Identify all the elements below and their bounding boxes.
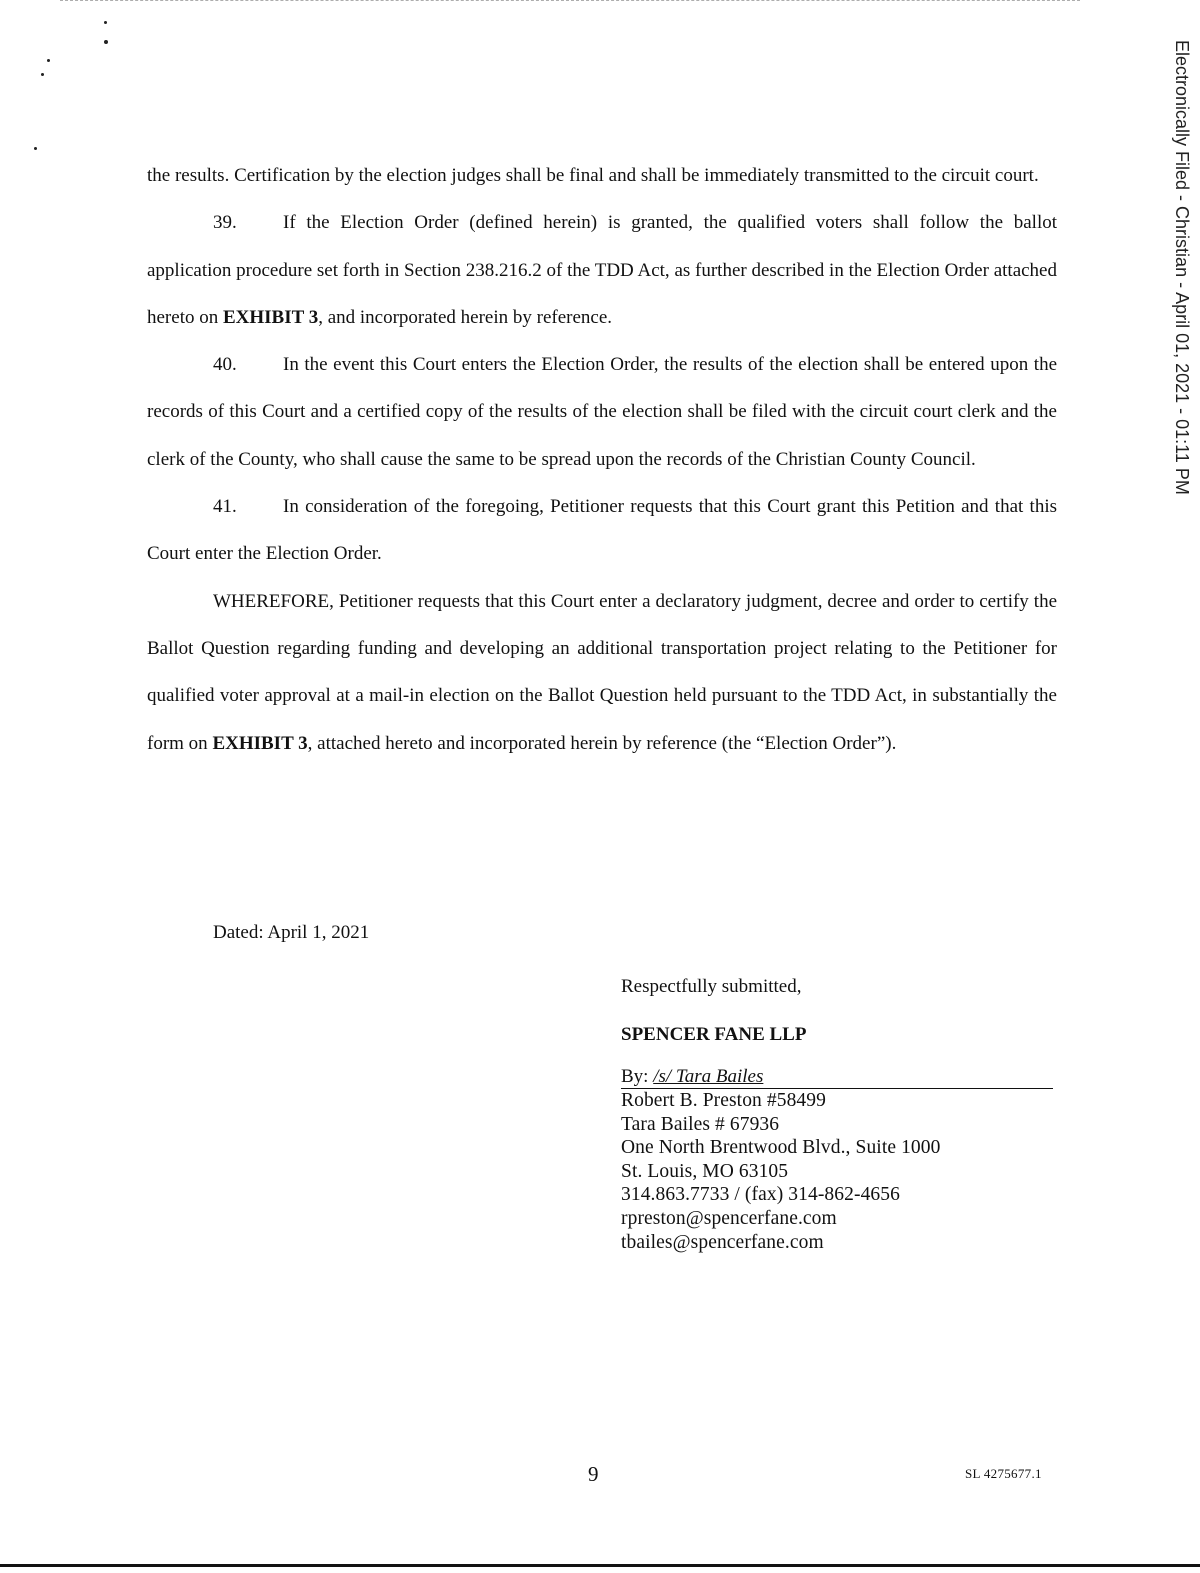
scan-top-edge [60,0,1080,3]
scan-speck [34,147,37,150]
street-address-line: One North Brentwood Blvd., Suite 1000 [621,1137,941,1159]
paragraph-text: , and incorporated herein by reference. [318,306,613,328]
attorney-name-line: Tara Bailes # 67936 [621,1113,780,1135]
wherefore-paragraph [147,578,1057,767]
exhibit-reference: EXHIBIT 3 [222,306,319,328]
scan-bottom-edge [0,1564,1200,1567]
firm-name: SPENCER FANE LLP [621,1024,807,1045]
paragraph-number: 41. [213,496,237,518]
city-state-line: St. Louis, MO 63105 [621,1160,789,1182]
scan-speck [104,40,108,44]
paragraph-40 [147,341,1057,483]
signature-line [621,1066,1053,1089]
email-line: rpreston@spencerfane.com [621,1207,837,1229]
electronic-filing-stamp: Electronically Filed - Christian - April 01, 2021 - 01:11 PM [1172,40,1192,495]
paragraph-text: In consideration of the foregoing, Petitioner requests that this Court grant this Petition and that this Court enter the Election Order. [147,496,1057,565]
paragraph-39 [147,199,1057,341]
email-line: tbailes@spencerfane.com [621,1231,824,1253]
attorney-name-line: Robert B. Preston #58499 [621,1090,826,1111]
paragraph-number: 39. [213,212,237,234]
paragraph-text: If the Election Order (defined herein) is granted, the qualified voters shall follow the ballot application procedure set forth in Section 238.216.2 of the TDD Act, as further described in the Election Order attached hereto on [147,212,1057,328]
scan-speck [41,73,44,76]
body-text [147,152,1057,767]
signature-block [621,970,1061,1254]
document-id: SL 4275677.1 [965,1466,1042,1481]
date-line: Dated: April 1, 2021 [213,922,370,943]
paragraph-text: WHEREFORE, Petitioner requests that this Court enter a declaratory judgment, decree and order to certify the Ballot Question regarding funding and developing an additional transportation project relating to the Petitioner for qualified voter approval at a mail-in election on the Ballot Question held pursuant to the TDD Act, in substantially the form on [147,590,1057,754]
scan-speck [104,21,107,24]
continued-paragraph: the results. Certification by the election judges shall be final and shall be immediately transmitted to the circuit court. [147,165,1039,186]
paragraph-41 [147,483,1057,578]
paragraph-text: , attached hereto and incorporated herein by reference (the “Election Order”). [307,732,897,754]
closing-line: Respectfully submitted, [621,976,802,997]
phone-fax-line: 314.863.7733 / (fax) 314-862-4656 [621,1184,900,1206]
by-label: By: [621,1066,654,1087]
paragraph-number: 40. [213,354,237,376]
paragraph-text: In the event this Court enters the Election Order, the results of the election shall be entered upon the records of this Court and a certified copy of the results of the election shall be filed with the circuit court clerk and the clerk of the County, who shall cause the same to be spread upon the records of the Christian County Council. [147,354,1057,470]
page-number: 9 [588,1462,599,1486]
scan-speck [47,59,50,62]
exhibit-reference: EXHIBIT 3 [212,732,308,754]
electronic-signature: /s/ Tara Bailes [653,1066,764,1087]
